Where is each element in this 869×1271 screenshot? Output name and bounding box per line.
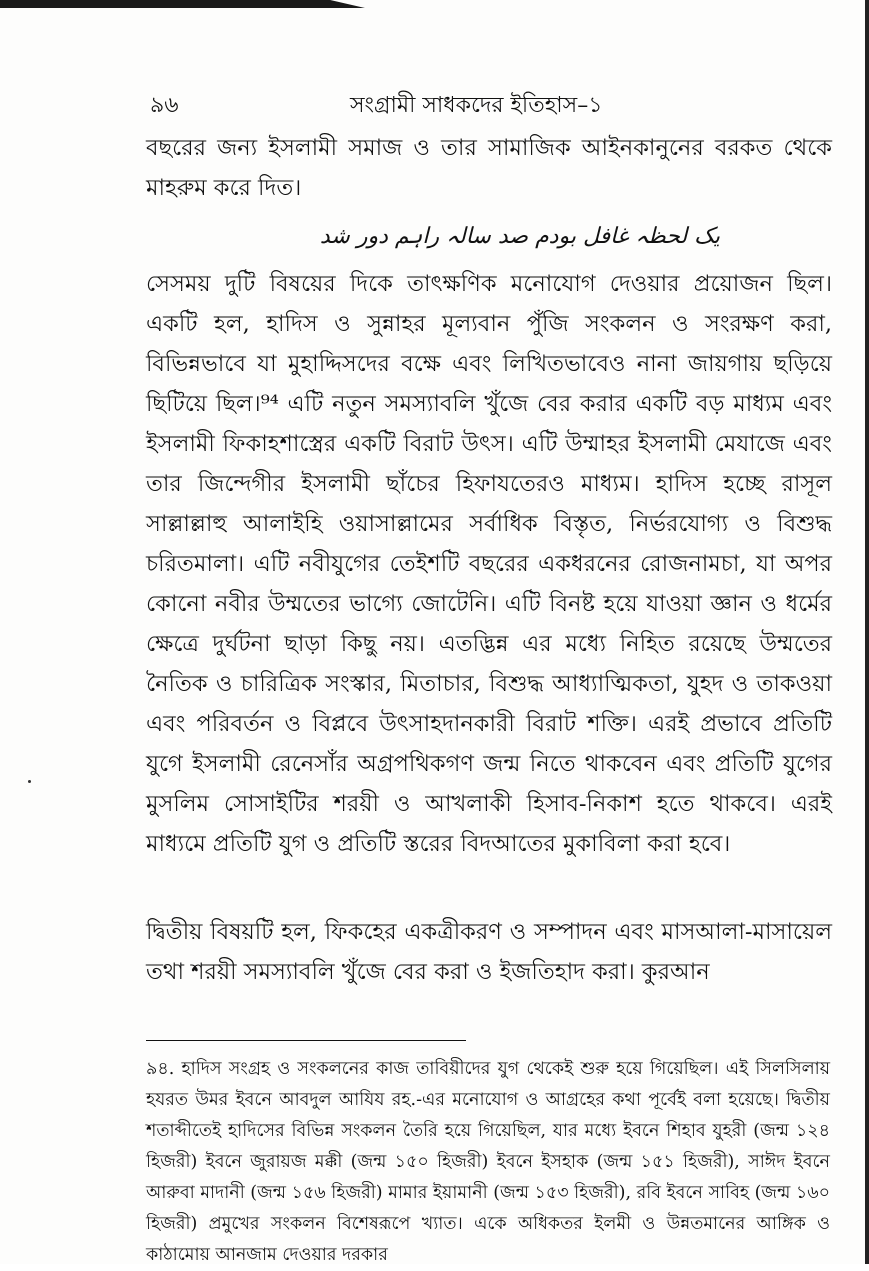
paragraph-continuation (146, 128, 832, 208)
persian-verse: یک لحظہ غافل بودم صد سالہ راہم دور شد (319, 224, 720, 249)
footnote-94 (146, 1054, 830, 1271)
scan-speck (28, 780, 31, 783)
paragraph-hadith (146, 264, 832, 864)
running-title: সংগ্রামী সাধকদের ইতিহাস–১ (350, 93, 603, 118)
paragraph-fiqh (146, 912, 832, 992)
scan-edge-top (0, 0, 869, 8)
paragraph-text: বছরের জন্য ইসলামী সমাজ ও তার সামাজিক আইনকানুনের বরকত থেকে মাহরুম করে দিত। (146, 135, 832, 201)
scan-edge-right (865, 0, 869, 1264)
page-number: ৯৬ (150, 93, 179, 118)
paragraph-text: দ্বিতীয় বিষয়টি হল, ফিকহের একত্রীকরণ ও সম্পাদন এবং মাসআলা-মাসায়েল তথা শরয়ী সমস্যাবলি খুঁজে বের করা ও ইজতিহাদ করা। কুরআন (146, 919, 832, 985)
paragraph-text: সেসময় দুটি বিষয়ের দিকে তাৎক্ষণিক মনোযোগ দেওয়ার প্রয়োজন ছিল। একটি হল, হাদিস ও সুন্নাহর মূল্যবান পুঁজি সংকলন ও সংরক্ষণ করা, বিভিন্নভাবে যা মুহাদ্দিসদের বক্ষে এবং লিখিতভাবেও নানা জায়গায় ছড়িয়ে ছিটিয়ে ছিল।⁹⁴ এটি নতুন সমস্যাবলি খুঁজে বের করার একটি বড় মাধ্যম এবং ইসলামী ফিকাহশাস্ত্রের একটি বিরাট উৎস। এটি উম্মাহর ইসলামী মেযাজে এবং তার জিন্দেগীর ইসলামী ছাঁচের হিফাযতেরও মাধ্যম। হাদিস হচ্ছে রাসূল সাল্লাল্লাহু আলাইহি ওয়াসাল্লামের সর্বাধিক বিস্তৃত, নির্ভরযোগ্য ও বিশুদ্ধ চরিতমালা। এটি নবীযুগের তেইশটি বছরের একধরনের রোজনামচা, যা অপর কোনো নবীর উম্মতের ভাগ্যে জোটেনি। এটি বিনষ্ট হয়ে যাওয়া জ্ঞান ও ধর্মের ক্ষেত্রে দুর্ঘটনা ছাড়া কিছু নয়। এতদ্ভিন্ন এর মধ্যে নিহিত রয়েছে উম্মতের নৈতিক ও চারিত্রিক সংস্কার, মিতাচার, বিশুদ্ধ আধ্যাত্মিকতা, যুহদ ও তাকওয়া এবং পরিবর্তন ও বিপ্লবে উৎসাহদানকারী বিরাট শক্তি। এরই প্রভাবে প্রতিটি যুগে ইসলামী রেনেসাঁর অগ্রপথিকগণ জন্ম নিতে থাকবেন এবং প্রতিটি যুগের মুসলিম সোসাইটির শরয়ী ও আখলাকী হিসাব-নিকাশ হতে থাকবে। এরই মাধ্যমে প্রতিটি যুগ ও প্রতিটি স্তরের বিদআতের মুকাবিলা করা হবে। (146, 271, 832, 857)
page-header (150, 88, 750, 122)
footnote-text: ৯৪. হাদিস সংগ্রহ ও সংকলনের কাজ তাবিয়ীদের যুগ থেকেই শুরু হয়ে গিয়েছিল। এই সিলসিলায় হযরত উমর ইবনে আবদুল আযিয রহ.-এর মনোযোগ ও আগ্রহের কথা পূর্বেই বলা হয়েছে। দ্বিতীয় শতাব্দীতেই হাদিসের বিভিন্ন সংকলন তৈরি হয়ে গিয়েছিল, যার মধ্যে ইবনে শিহাব যুহরী (জন্ম ১২৪ হিজরী) ইবনে জুরায়জ মক্কী (জন্ম ১৫০ হিজরী) ইবনে ইসহাক (জন্ম ১৫১ হিজরী), সাঈদ ইবনে আরুবা মাদানী (জন্ম ১৫৬ হিজরী) মামার ইয়ামানী (জন্ম ১৫৩ হিজরী), রবি ইবনে সাবিহ (জন্ম ১৬০ হিজরী) প্রমুখের সংকলন বিশেষরূপে খ্যাত। একে অধিকতর ইলমী ও উন্নতমানের আঙ্গিক ও কাঠামোয় আনজাম দেওয়ার দরকার (146, 1059, 830, 1265)
footnote-separator (146, 1040, 466, 1041)
